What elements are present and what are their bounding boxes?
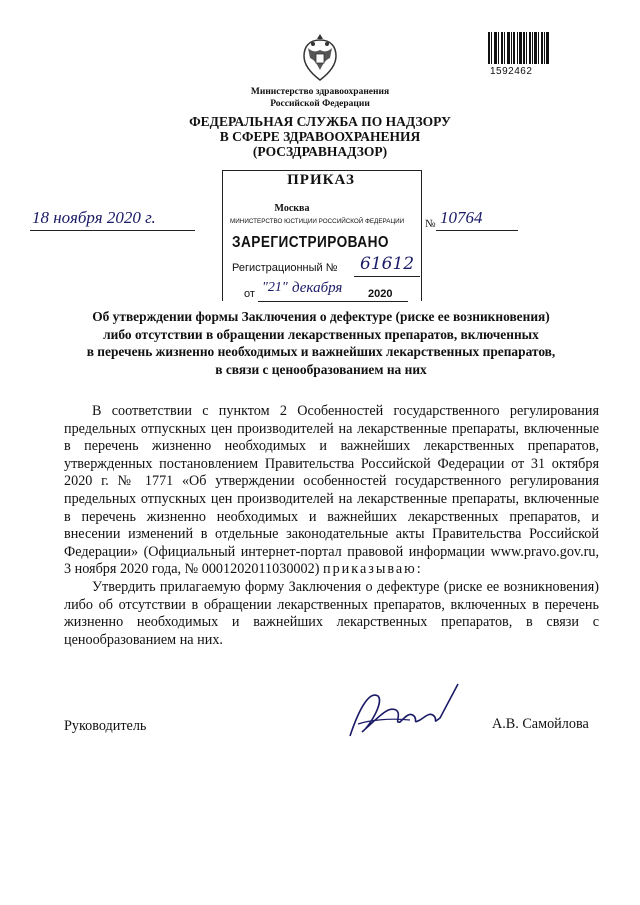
order-city: Москва	[274, 203, 310, 214]
stamp-from-label: от	[244, 288, 255, 300]
coat-of-arms-emblem	[298, 30, 342, 84]
stamp-registered: ЗАРЕГИСТРИРОВАНО	[232, 234, 389, 251]
document-title	[56, 308, 586, 378]
stamp-from-year: 2020	[368, 288, 393, 300]
stamp-reg-underline	[354, 276, 420, 277]
ministry-line-2: Российской Федерации	[270, 99, 370, 109]
ministry-line-1: Министерство здравоохранения	[250, 87, 390, 97]
order-number-underline	[436, 230, 518, 231]
paragraph-1-text: В соответствии с пунктом 2 Особенностей государственного регулирования предельных отпускных цен производителей на лекарственные препараты, включенные в перечень жизненно необходимых и важнейших лекарственных препаратов, утвержденных постановлением Правительства Российской Федерации от 31 октября 2020 г. № 1771 «Об утверждении особенностей государственного регулирования предельных отпускных цен производителей на лекарственные препараты, включенные в перечень жизненно необходимых и важнейших лекарственных препаратов, и внесении изменений в отдельные законодательные акты Правительства Российской Федерации» (Официальный интернет-портал правовой информации www.pravo.gov.ru, 3 ноября 2020 года, № 0001202011030002)	[64, 403, 599, 578]
barcode	[488, 32, 550, 64]
order-number-sign: №	[425, 218, 436, 230]
signature-position: Руководитель	[64, 718, 147, 734]
ministry-name	[160, 86, 480, 110]
agency-line-1: ФЕДЕРАЛЬНАЯ СЛУЖБА ПО НАДЗОРУ	[189, 114, 451, 129]
stamp-reg-label: Регистрационный №	[232, 262, 338, 274]
agency-line-2: В СФЕРЕ ЗДРАВООХРАНЕНИЯ	[219, 129, 421, 144]
stamp-ministry-of-justice: МИНИСТЕРСТВО ЮСТИЦИИ РОССИЙСКОЙ ФЕДЕРАЦИИ	[230, 218, 405, 225]
order-date-underline	[30, 230, 195, 231]
title-line-4: в связи с ценообразованием на них	[215, 361, 427, 377]
paragraph-1-order-word: приказываю:	[322, 561, 423, 578]
title-line-1: Об утверждении формы Заключения о дефектуре (риске ее возникновения)	[92, 309, 550, 324]
title-line-2: либо отсутствии в обращении лекарственных препаратов, включенных	[103, 326, 539, 342]
document-body	[64, 403, 599, 649]
agency-line-3: (РОСЗДРАВНАДЗОР)	[252, 144, 388, 159]
stamp-from-day: "21"	[262, 280, 288, 295]
body-paragraph-1	[64, 403, 599, 579]
body-paragraph-2: Утвердить прилагаемую форму Заключения о дефектуре (риске ее возникновения) либо об отсутствии в обращении лекарственных препаратов, включенных в перечень жизненно необходимых и важнейших лекарственных препаратов, в связи с ценообразованием на них.	[64, 578, 599, 648]
stamp-reg-number: 61612	[360, 254, 415, 274]
stamp-from-month: декабря	[292, 280, 343, 296]
stamp-from-underline	[258, 301, 408, 302]
title-line-3: в перечень жизненно необходимых и важнейших лекарственных препаратов,	[86, 344, 556, 359]
signatory-name: А.В. Самойлова	[492, 716, 589, 732]
order-number-handwritten: 10764	[440, 208, 483, 227]
order-date-handwritten: 18 ноября 2020 г.	[32, 208, 156, 227]
barcode-number: 1592462	[490, 66, 533, 77]
handwritten-signature	[340, 676, 470, 746]
agency-name	[120, 114, 520, 159]
order-heading: ПРИКАЗ	[287, 172, 355, 188]
